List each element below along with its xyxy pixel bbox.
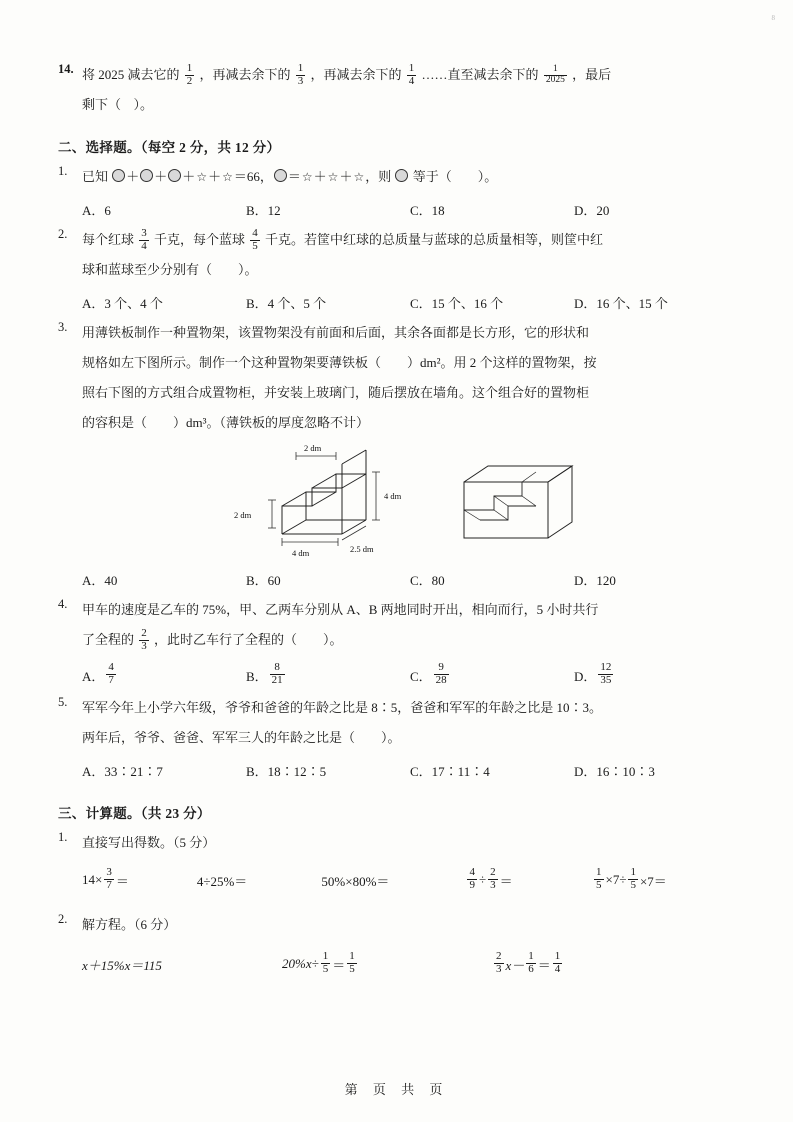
choice-b[interactable]: B．4 个、5 个 [246,296,327,311]
calc-item-4-fraction-2: $\frac{2}{3}$ [490,866,496,891]
section2-question-3 [58,318,738,438]
q2-line2: 球和蓝球至少分别有（ ）。 [82,262,258,277]
circle-icon [112,169,125,182]
choice-d[interactable]: D．16∶10∶3 [574,764,655,780]
question-14 [58,60,738,120]
calc-item-1-fraction: $\frac{3}{7}$ [106,866,112,891]
calc-item-4-fraction-1: $\frac{4}{9}$ [469,866,475,891]
section2-q1-text: 已知 ＋ ＋ ＋☆＋☆＝66， ＝☆＋☆＋☆，则 等于（ ）。 [82,169,498,184]
star-icon: ☆ [301,170,313,184]
choice-a[interactable]: A．6 [82,203,111,218]
choice-d[interactable]: D．20 [574,203,610,218]
choice-b[interactable]: B． $\frac{8}{21}$ [246,661,283,686]
circle-icon [274,169,287,182]
section2-q1-choices [58,200,738,219]
section2-q2-number: 2. [58,227,68,241]
section3-question-1 [58,828,738,858]
q5-line2: 两年后，爷爷、爸爸、军军三人的年龄之比是（ ）。 [82,730,401,746]
choice-c-fraction: $\frac{9}{28}$ [435,661,447,686]
section3-q2-title: 解方程。（6 分） [82,917,177,933]
equation-3-fraction-2: $\frac{1}{6}$ [528,950,534,975]
equation-2: 20%x÷ $\frac{1}{5}$ ＝ $\frac{1}{5}$ [282,950,355,975]
q3-line2: 规格如左下图所示。制作一个这种置物架要薄铁板（ ）dm²。用 2 个这样的置物架，按 [82,355,597,370]
choice-a[interactable]: A． $\frac{4}{7}$ [82,661,114,686]
section3-q1-number: 1. [58,830,68,845]
q4-fraction: $\frac{2}{3}$ [141,626,147,652]
q14-text-b: ，再减去余下的 [199,67,291,82]
q14-text-d: ……直至减去余下的 [421,67,539,82]
section2-q1-number: 1. [58,164,68,178]
choice-d[interactable]: D． $\frac{12}{35}$ [574,661,612,686]
choice-a-fraction: $\frac{4}{7}$ [108,661,114,686]
section2-q5-number: 5. [58,695,68,710]
calc-item-3: 50%×80%＝ [321,873,390,889]
calc-item-2: 4÷25%＝ [196,873,248,889]
q2-fraction-1: $\frac{3}{4}$ [141,226,147,252]
section2-question-5 [58,693,738,753]
q2-line1-a: 每个红球 [82,232,135,247]
question-3-figures [58,442,738,562]
q2-fraction-2: $\frac{4}{5}$ [252,226,258,252]
equation-3: $\frac{2}{3}$ x－ $\frac{1}{6}$ ＝ $\frac{1}{4}$ [496,950,561,975]
choice-d-fraction: $\frac{12}{35}$ [600,661,612,686]
question-14-number: 14. [58,62,74,76]
svg-text:4 dm: 4 dm [384,491,402,501]
section2-q3-number: 3. [58,320,68,334]
choice-c[interactable]: C．80 [410,573,445,588]
q4-line2-a: 了全程的 [82,632,135,647]
choice-b[interactable]: B．60 [246,573,281,588]
circle-icon [168,169,181,182]
svg-text:2 dm: 2 dm [234,510,252,520]
section2-q4-choices [58,663,738,687]
q14-fraction-2: $\frac{1}{3}$ [297,61,304,87]
q14-text-f: 剩下（ [82,97,122,112]
section2-question-1 [58,162,738,192]
shelf-figure-single [226,442,446,565]
page-corner-mark: 8 [771,14,775,22]
section3-q1-title: 直接写出得数。（5 分） [82,835,216,851]
q3-line3: 照右下图的方式组合成置物柜，并安装上玻璃门，随后摆放在墙角。这个组合好的置物柜 [82,385,590,400]
choice-c[interactable]: C．15 个、16 个 [410,296,504,311]
question-14-text [82,60,738,120]
section2-question-2 [58,225,738,285]
choice-d[interactable]: D．120 [574,573,616,588]
circle-icon [140,169,153,182]
calc-item-1: 14× $\frac{3}{7}$ ＝ [82,866,129,891]
section2-q5-text [82,693,738,753]
star-icon: ☆ [222,170,233,184]
section2-q4-number: 4. [58,597,68,611]
star-icon: ☆ [196,170,208,184]
section3-q2-items [58,952,738,976]
calc-item-4: $\frac{4}{9}$ ÷ $\frac{2}{3}$ ＝ [469,866,513,891]
section-3-heading: 三、计算题。（共 23 分） [58,806,211,822]
q14-fraction-4: $\frac{1}{2025}$ [545,63,565,85]
section2-q2-choices [58,293,738,312]
choice-b-fraction: $\frac{8}{21}$ [271,661,283,686]
choice-c[interactable]: C．17∶11∶4 [410,764,490,780]
section-2-heading: 二、选择题。（每空 2 分，共 12 分） [58,140,281,155]
section2-q3-choices [58,570,738,589]
choice-a[interactable]: A．33∶21∶7 [82,764,163,780]
section2-q2-text [82,225,738,285]
choice-c[interactable]: C．18 [410,203,445,218]
svg-text:4 dm: 4 dm [292,548,310,558]
section2-q4-text [82,595,738,655]
svg-text:2 dm: 2 dm [304,443,322,453]
q14-text-g: ）。 [133,97,154,112]
q3-line4: 的容积是（ ）dm³。（薄铁板的厚度忽略不计） [82,415,370,430]
choice-a[interactable]: A．3 个、4 个 [82,296,163,311]
calc-item-5-fraction-2: $\frac{1}{5}$ [630,866,636,891]
section3-question-2 [58,910,738,940]
q14-text-c: ，再减去余下的 [310,67,402,82]
q14-fraction-3: $\frac{1}{4}$ [408,61,415,87]
q14-fraction-1: $\frac{1}{2}$ [186,61,193,87]
choice-b[interactable]: B．18∶12∶5 [246,764,327,780]
equation-2-fraction-1: $\frac{1}{5}$ [322,950,329,975]
q2-line1-b: 千克，每个蓝球 [154,232,246,247]
circle-icon [395,169,408,182]
page-content [58,54,738,976]
section3-q1-items [58,868,738,892]
equation-1: x＋15%x＝115 [82,957,162,973]
q3-line1: 用薄铁板制作一种置物架，该置物架没有前面和后面，其余各面都是长方形，它的形状和 [82,325,590,340]
cabinet-figure-combined [458,460,588,557]
calc-item-5-fraction-1: $\frac{1}{5}$ [596,866,602,891]
section2-q3-text [82,318,738,438]
q4-line2-b: ，此时乙车行了全程的（ ）。 [154,632,343,647]
section2-q5-choices [58,761,738,780]
equation-3-fraction-1: $\frac{2}{3}$ [496,950,502,975]
equation-3-fraction-3: $\frac{1}{4}$ [554,950,561,975]
q14-text-a: 将 2025 减去它的 [82,67,180,82]
choice-d[interactable]: D．16 个、15 个 [574,296,668,311]
q4-line1: 甲车的速度是乙车的 75%，甲、乙两车分别从 A、B 两地同时开出，相向而行，5 小时共行 [82,602,599,617]
choice-c[interactable]: C． $\frac{9}{28}$ [410,661,447,686]
equation-2-fraction-2: $\frac{1}{5}$ [349,950,355,975]
calc-item-5: $\frac{1}{5}$ ×7÷ $\frac{1}{5}$ ×7＝ [596,866,667,891]
star-icon: ☆ [353,170,365,184]
svg-text:2.5 dm: 2.5 dm [350,544,374,554]
q5-line1: 军军今年上小学六年级，爷爷和爸爸的年龄之比是 8∶5，爸爸和军军的年龄之比是 10∶3。 [82,700,603,716]
choice-b[interactable]: B．12 [246,203,281,218]
page-footer: 第 页 共 页 [344,1082,449,1097]
q14-text-e: ，最后 [572,67,612,82]
section3-q2-number: 2. [58,912,68,927]
choice-a[interactable]: A．40 [82,573,118,588]
section2-question-4 [58,595,738,655]
star-icon: ☆ [327,170,339,184]
q2-line1-c: 千克。若筐中红球的总质量与蓝球的总质量相等，则筐中红 [265,232,604,247]
